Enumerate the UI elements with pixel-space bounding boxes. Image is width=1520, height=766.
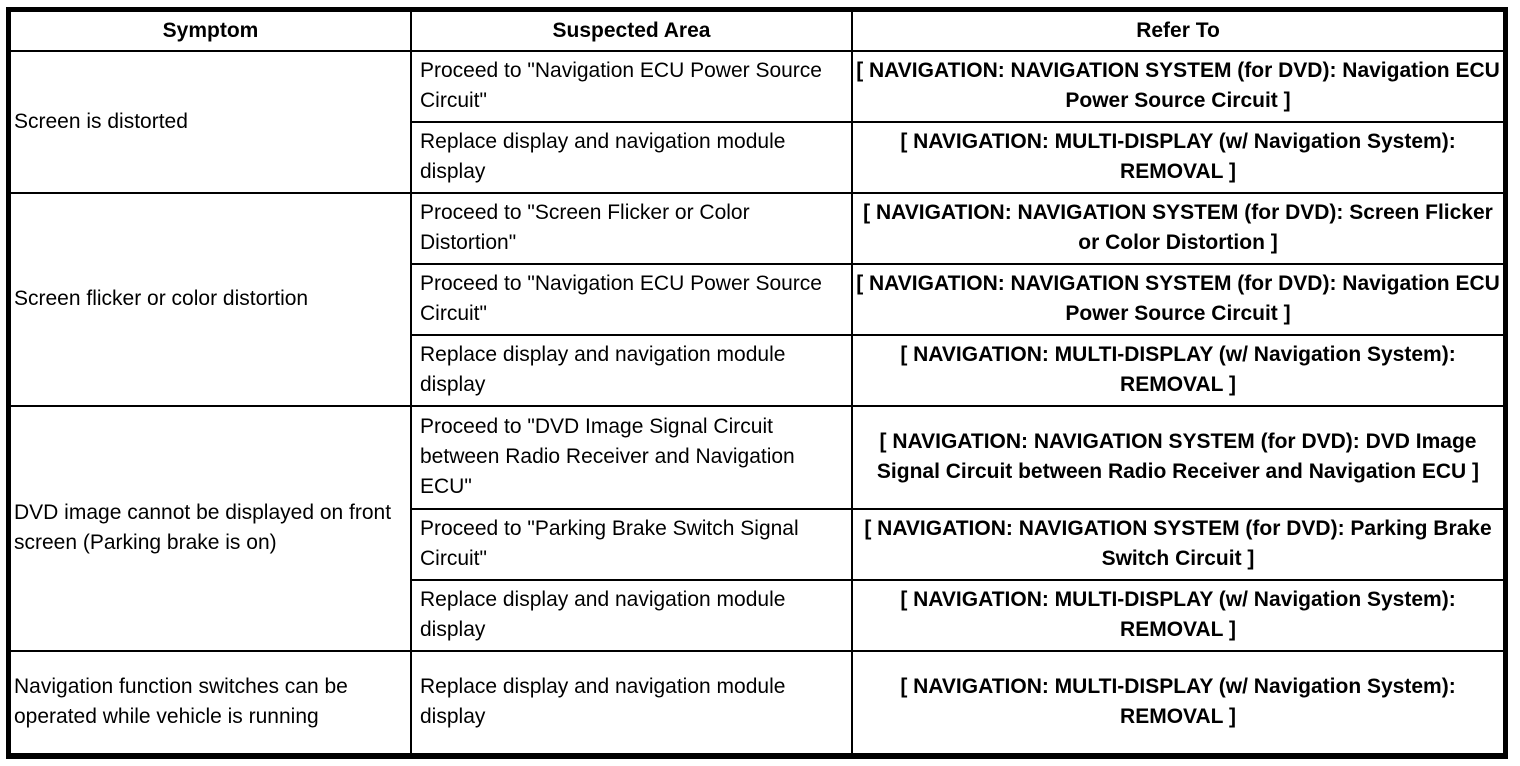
- header-row: [10, 11, 1504, 51]
- refer-to-link[interactable]: [ NAVIGATION: MULTI-DISPLAY (w/ Navigation System): REMOVAL ]: [852, 651, 1504, 754]
- symptom-cell: Screen flicker or color distortion: [10, 193, 411, 406]
- suspected-area-cell: Proceed to "Navigation ECU Power Source Circuit": [411, 264, 852, 335]
- suspected-area-cell: Proceed to "DVD Image Signal Circuit between Radio Receiver and Navigation ECU": [411, 406, 852, 509]
- refer-to-link[interactable]: [ NAVIGATION: NAVIGATION SYSTEM (for DVD): DVD Image Signal Circuit between Radio Receiver and Navigation ECU ]: [852, 406, 1504, 509]
- suspected-area-cell: Proceed to "Parking Brake Switch Signal Circuit": [411, 509, 852, 580]
- suspected-area-cell: Proceed to "Navigation ECU Power Source Circuit": [411, 51, 852, 122]
- symptom-cell: Screen is distorted: [10, 51, 411, 193]
- suspected-area-cell: Proceed to "Screen Flicker or Color Distortion": [411, 193, 852, 264]
- refer-to-link[interactable]: [ NAVIGATION: NAVIGATION SYSTEM (for DVD): Navigation ECU Power Source Circuit ]: [852, 51, 1504, 122]
- troubleshooting-table: [9, 10, 1505, 755]
- header-refer-to: Refer To: [852, 11, 1504, 51]
- table-row: [10, 193, 1504, 264]
- refer-to-link[interactable]: [ NAVIGATION: NAVIGATION SYSTEM (for DVD): Parking Brake Switch Circuit ]: [852, 509, 1504, 580]
- refer-to-link[interactable]: [ NAVIGATION: MULTI-DISPLAY (w/ Navigation System): REMOVAL ]: [852, 335, 1504, 406]
- suspected-area-cell: Replace display and navigation module display: [411, 651, 852, 754]
- refer-to-link[interactable]: [ NAVIGATION: NAVIGATION SYSTEM (for DVD): Navigation ECU Power Source Circuit ]: [852, 264, 1504, 335]
- header-suspected-area: Suspected Area: [411, 11, 852, 51]
- symptom-cell: DVD image cannot be displayed on front screen (Parking brake is on): [10, 406, 411, 651]
- suspected-area-cell: Replace display and navigation module display: [411, 335, 852, 406]
- suspected-area-cell: Replace display and navigation module display: [411, 122, 852, 193]
- refer-to-link[interactable]: [ NAVIGATION: MULTI-DISPLAY (w/ Navigation System): REMOVAL ]: [852, 122, 1504, 193]
- refer-to-link[interactable]: [ NAVIGATION: MULTI-DISPLAY (w/ Navigation System): REMOVAL ]: [852, 580, 1504, 651]
- symptom-cell: Navigation function switches can be operated while vehicle is running: [10, 651, 411, 754]
- troubleshooting-table-frame: [6, 7, 1508, 759]
- table-row: [10, 51, 1504, 122]
- table-row: [10, 406, 1504, 509]
- refer-to-link[interactable]: [ NAVIGATION: NAVIGATION SYSTEM (for DVD): Screen Flicker or Color Distortion ]: [852, 193, 1504, 264]
- table-row: [10, 651, 1504, 754]
- header-symptom: Symptom: [10, 11, 411, 51]
- suspected-area-cell: Replace display and navigation module display: [411, 580, 852, 651]
